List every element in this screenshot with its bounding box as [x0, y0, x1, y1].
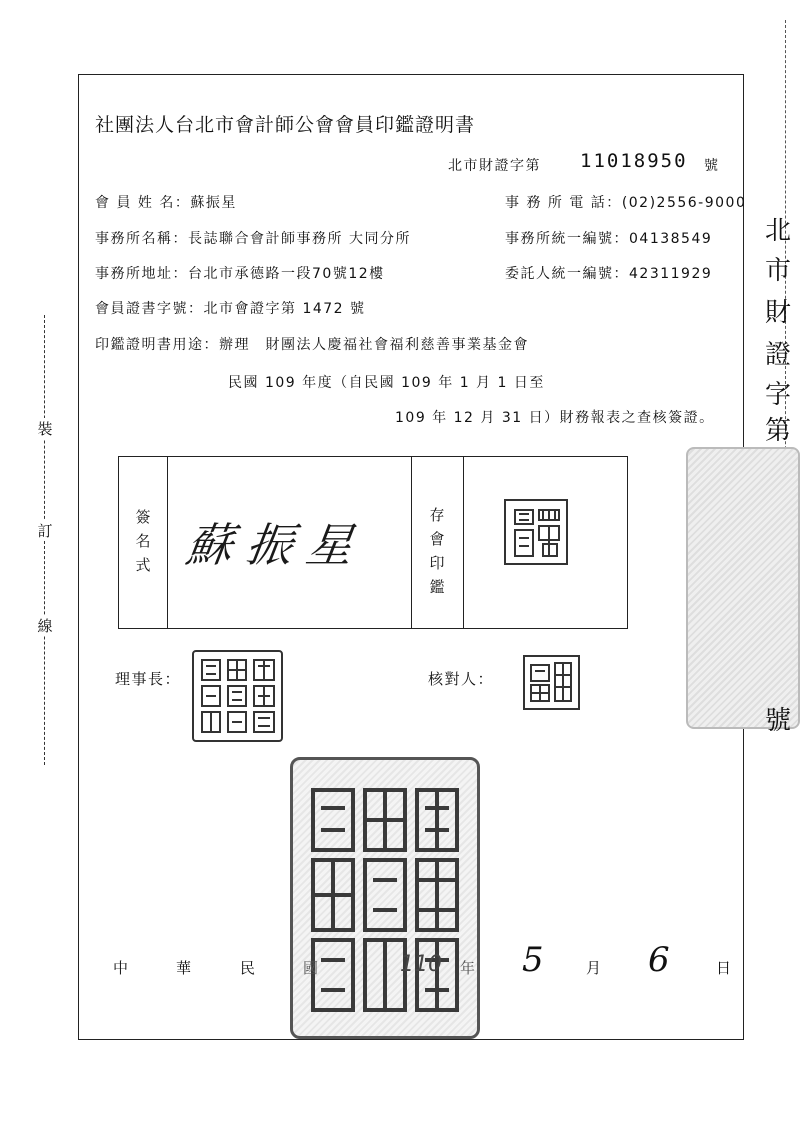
office-phone-row: [505, 192, 746, 212]
office-address-value: 台北市承德路一段70號12樓: [188, 266, 385, 282]
member-name-value: 蘇振星: [190, 195, 237, 211]
purpose-value: 辦理 財團法人慶福社會福利慈善事業基金會: [219, 337, 529, 353]
client-id-label: 委託人統一編號：: [505, 266, 629, 282]
office-address-row: [95, 263, 385, 283]
handwritten-signature: 蘇振星: [182, 518, 371, 572]
office-name-value: 長誌聯合會計師事務所 大同分所: [188, 231, 411, 247]
right-strip-char-4: 證: [765, 340, 792, 370]
office-phone-label: 事 務 所 電 話：: [505, 195, 622, 211]
office-id-row: [505, 228, 712, 248]
checker-seal-glyphs: [525, 657, 578, 708]
sig-divider-3: [463, 457, 464, 628]
date-char-3: 民: [240, 959, 256, 977]
signature-box: [118, 456, 628, 629]
client-id-row: [505, 263, 712, 283]
member-cert-value: 北市會證字第 1472 號: [203, 301, 366, 317]
association-seal-glyphs: [293, 760, 477, 1036]
member-cert-row: [95, 298, 366, 318]
purpose-label: 印鑑證明書用途：: [95, 337, 219, 353]
date-month: 5: [522, 940, 544, 980]
sig-divider-2: [411, 457, 412, 628]
office-id-value: 04138549: [629, 231, 713, 247]
period-line-2: 109 年 12 月 31 日）財務報表之查核簽證。: [395, 410, 715, 426]
binding-char-1: 裝: [37, 420, 53, 438]
date-char-4: 國: [303, 959, 319, 977]
member-seal-glyphs: [509, 504, 565, 562]
right-strip-char-7: 號: [765, 706, 792, 736]
office-id-label: 事務所統一編號：: [505, 231, 629, 247]
office-phone-value: (02)2556-9000: [621, 195, 747, 211]
sign-label-char-1: 簽: [135, 508, 151, 526]
binding-char-3: 線: [37, 617, 53, 635]
binding-char-2: 訂: [37, 522, 53, 540]
office-name-row: [95, 228, 411, 248]
seal-label-char-4: 鑑: [429, 578, 445, 596]
member-seal: [504, 499, 568, 565]
association-seal: [290, 757, 480, 1039]
client-id-value: 42311929: [629, 266, 713, 282]
checker-label: 核對人：: [428, 670, 495, 688]
chairman-seal-glyphs: [194, 652, 281, 740]
sign-label: [133, 505, 153, 577]
cert-prefix: 北市財證字第: [448, 158, 541, 174]
right-strip-char-3: 財: [765, 298, 792, 328]
office-name-label: 事務所名稱：: [95, 231, 188, 247]
chairman-label: 理事長：: [115, 670, 182, 688]
date-day: 6: [648, 940, 670, 980]
seal-label-char-2: 會: [429, 530, 445, 548]
period-line-1: 民國 109 年度（自民國 109 年 1 月 1 日至: [228, 375, 545, 391]
adjacent-seal-fragment: [686, 447, 800, 729]
date-month-unit: 月: [586, 959, 602, 977]
date-year-unit: 年: [460, 959, 476, 977]
date-day-unit: 日: [716, 959, 732, 977]
seal-label-char-1: 存: [429, 506, 445, 524]
right-strip-char-6: 第: [765, 416, 792, 446]
document-title: 社團法人台北市會計師公會會員印鑑證明書: [95, 114, 476, 136]
sig-divider-1: [167, 457, 168, 628]
sign-label-char-2: 名: [135, 532, 151, 550]
member-name-row: [95, 192, 237, 212]
right-strip-char-5: 字: [765, 380, 792, 410]
right-strip-char-2: 市: [765, 256, 792, 286]
office-address-label: 事務所地址：: [95, 266, 188, 282]
purpose-row: [95, 334, 529, 354]
cert-suffix: 號: [704, 158, 720, 174]
member-name-label: 會 員 姓 名：: [95, 195, 191, 211]
date-char-1: 中: [113, 959, 129, 977]
seal-label: [427, 503, 447, 599]
date-year: 110: [400, 952, 442, 977]
cert-number: 11018950: [580, 150, 688, 172]
date-char-2: 華: [176, 959, 192, 977]
chairman-seal: [192, 650, 283, 742]
member-cert-label: 會員證書字號：: [95, 301, 204, 317]
sign-label-char-3: 式: [135, 556, 151, 574]
right-strip-char-1: 北: [765, 216, 792, 246]
seal-label-char-3: 印: [429, 554, 445, 572]
checker-seal: [523, 655, 580, 710]
